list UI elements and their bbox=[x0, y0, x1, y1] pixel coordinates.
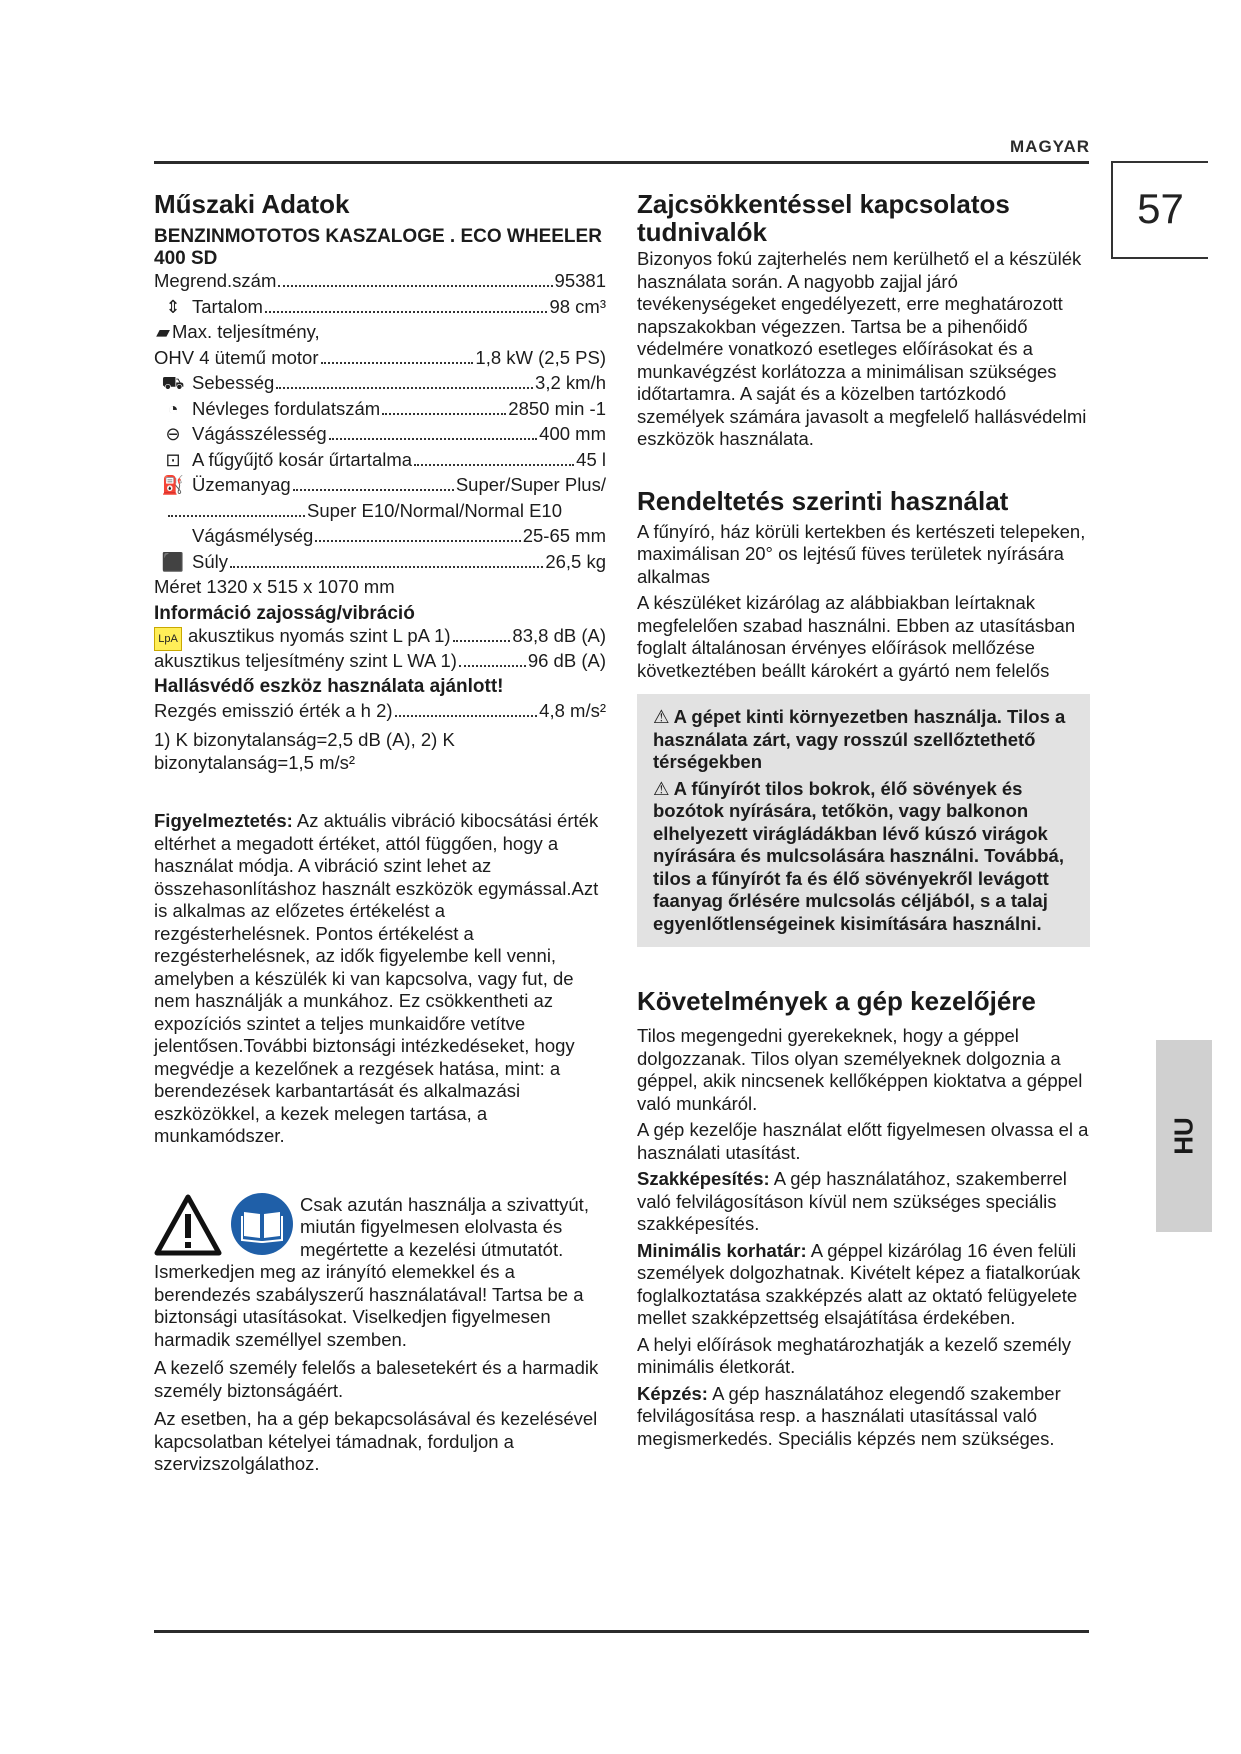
req-p2: A gép kezelője használat előtt figyelmesen olvassa el a használati utasítást. bbox=[637, 1119, 1089, 1163]
req-training-text: A gép használatához elegendő szakember felvilágosítása resp. a használati utasítással való megismerkedés. Speciális képzés nem szükséges. bbox=[637, 1382, 1061, 1449]
noise-row bbox=[154, 625, 606, 651]
spec-value: 400 mm bbox=[539, 423, 606, 444]
spec-label: Tartalom bbox=[192, 295, 263, 317]
left-column bbox=[154, 190, 606, 1476]
spec-label: Üzemanyag bbox=[192, 474, 291, 495]
warning-triangle-icon bbox=[154, 1194, 222, 1256]
cutting-width-icon: ⊖ bbox=[165, 424, 181, 444]
manual-notice bbox=[154, 1188, 606, 1262]
dimensions: Méret 1320 x 515 x 1070 mm bbox=[154, 576, 395, 597]
spec-row bbox=[154, 474, 606, 500]
spec-value: 26,5 kg bbox=[545, 550, 606, 572]
speed-icon: ⛟ bbox=[161, 373, 185, 393]
language-side-tab bbox=[1156, 1040, 1212, 1232]
warning-item bbox=[653, 706, 1074, 774]
spec-label: Max. teljesítmény, bbox=[172, 321, 320, 342]
vibration-warning bbox=[154, 810, 606, 1148]
manual-text: Ismerkedjen meg az irányító elemekkel és a berendezés szabályszerű használatával! Tartsa be a biztonsági utasításokat. Viselkedjen figyelmesen harmadik személlyel szemben. bbox=[154, 1261, 584, 1350]
vibration-value: 4,8 m/s² bbox=[539, 699, 606, 721]
spec-label: Sebesség bbox=[192, 372, 275, 393]
spec-value: 3,2 km/h bbox=[535, 372, 606, 393]
leader-dots bbox=[265, 311, 548, 313]
leader-dots bbox=[315, 540, 520, 542]
intended-use-p2: A készüléket kizárólag az alábbiakban leírtaknak megfelelően szabad használni. Ebben az utasításban foglalt általánosan érvényes előírások mellőzése következtében beállt károkért a gyártó nem felelős bbox=[637, 592, 1076, 681]
tech-data-title: Műszaki Adatok bbox=[154, 189, 350, 219]
intended-use-title: Rendeltetés szerinti használat bbox=[637, 485, 1009, 516]
leader-dots bbox=[414, 464, 574, 466]
spec-row bbox=[154, 296, 606, 322]
noise-reduction-text: Bizonyos fokú zajterhelés nem kerülhető el a készülék használata során. A nagyobb zajjal járó tevékenységeket engedélyezett, erre meghatározott napszakokban végezzen. Tartsa be a pihenőidő védelmére vonatkozó esetleges előírásokat és a munkavégzést korlátozza a minimálisan szükséges időtartamra. A saját és a közelben tartózkodó személyek számára javasolt a megfelelő hallásvédelmi eszközök használata. bbox=[637, 248, 1087, 449]
spec-label: Megrend.szám bbox=[154, 270, 277, 291]
operator-responsibility: A kezelő személy felelős a balesetekért és a harmadik személy biztonságáért. bbox=[154, 1357, 599, 1401]
page-number-box bbox=[1111, 161, 1208, 259]
spec-value: 95381 bbox=[554, 270, 606, 291]
weight-icon: ⬛ bbox=[161, 551, 185, 572]
spec-label: Vágásmélység bbox=[192, 525, 314, 546]
spec-value: 98 cm³ bbox=[549, 295, 606, 317]
rpm-icon: ◔ bbox=[167, 398, 179, 419]
spec-label: Névleges fordulatszám bbox=[192, 397, 381, 419]
noise-label: akusztikus nyomás szint L pA 1) bbox=[188, 624, 451, 646]
leader-dots bbox=[321, 362, 474, 364]
fuel-pump-icon: ⛽ bbox=[161, 475, 185, 495]
req-p5: A helyi előírások meghatározhatják a kezelő személy minimális életkorát. bbox=[637, 1333, 1071, 1377]
leader-dots bbox=[293, 489, 454, 491]
spec-row bbox=[154, 321, 606, 347]
service-note: Az esetben, ha a gép bekapcsolásával és kezelésével kapcsolatban kételyei támadnak, forduljon a szervizszolgálathoz. bbox=[154, 1408, 598, 1474]
noise-heading: Információ zajosság/vibráció bbox=[154, 602, 415, 624]
req-min-age bbox=[637, 1240, 1090, 1330]
bottom-divider bbox=[154, 1630, 1089, 1633]
warning-item bbox=[653, 778, 1074, 936]
req-training-lead: Képzés: bbox=[637, 1382, 708, 1404]
noise-label: akusztikus teljesítmény szint L WA 1) bbox=[154, 650, 457, 671]
vibration-label: Rezgés emisszió érték a h 2) bbox=[154, 699, 393, 721]
read-manual-icon bbox=[230, 1192, 294, 1256]
side-tab-label: HU bbox=[1168, 1117, 1199, 1155]
leader-dots bbox=[382, 413, 506, 415]
req-qualification bbox=[637, 1168, 1090, 1236]
leader-dots bbox=[459, 665, 526, 667]
warning-icon: ⚠ bbox=[653, 777, 670, 799]
model-name: BENZINMOTOTOS KASZALOGE . ECO WHEELER 400 SD bbox=[154, 226, 602, 269]
req-min-age-lead: Minimális korhatár: bbox=[637, 1239, 807, 1261]
spec-label: Vágásszélesség bbox=[192, 423, 327, 444]
warning-box bbox=[637, 694, 1090, 947]
footnote: 1) K bizonytalanság=2,5 dB (A), 2) K bizonytalanság=1,5 m/s² bbox=[154, 729, 455, 773]
noise-row bbox=[154, 650, 606, 676]
spec-value: 2850 min -1 bbox=[508, 397, 606, 419]
req-qualification-text: A gép használatához, szakemberrel való felvilágosításon kívül nem szükséges speciális szakképesítés. bbox=[637, 1168, 1067, 1234]
engine-icon: ▰ bbox=[156, 322, 170, 342]
spec-label: A fűgyűjtő kosár űrtartalma bbox=[192, 448, 413, 470]
spec-label: OHV 4 ütemű motor bbox=[154, 346, 319, 368]
req-training bbox=[637, 1383, 1090, 1451]
hearing-protection-note: Hallásvédő eszköz használata ajánlott! bbox=[154, 675, 504, 697]
spec-value: 25-65 mm bbox=[522, 525, 606, 546]
warning-text: Az aktuális vibráció kibocsátási érték eltérhet a megadott értéket, attól függően, hogy a használat módja. A vibráció szint lehet az összehasonlításhoz használt eszközök egymással.Azt is alkalmas az előzetes értékelést a rezgésterhelésnek. Pontos értékelést a rezgésterhelésnek, az idők figyelembe kell venni, amelyben a készülék ki van kapcsolva, vagy fut, de nem használják a munkához. Ez csökkentheti az expozíciós szintet a teljes munkaidőre vetítve jelentősen.További biztonsági intézkedéseket, hogy megvédje a kezelőnek a rezgések hatása, mint: a berendezések karbantartását és alkalmazási eszközökkel, a kezek melegen tartása, a munkamódszer. bbox=[154, 810, 599, 1146]
top-divider bbox=[154, 161, 1089, 164]
leader-dots bbox=[276, 387, 533, 389]
leader-dots bbox=[278, 285, 552, 287]
warning-item-text: A gépet kinti környezetben használja. Tilos a használata zárt, vagy rosszúl szellőztethető térségekben bbox=[653, 706, 1066, 772]
spec-row bbox=[154, 525, 606, 551]
spec-label: Súly bbox=[192, 550, 228, 572]
req-p1: Tilos megengedni gyerekeknek, hogy a géppel dolgozzanak. Tilos olyan személyeknek dolgoznia a géppel, akik nincsenek kellőképpen kioktatva a géppel való munkáról. bbox=[637, 1025, 1083, 1114]
sound-pressure-icon: LpA bbox=[154, 627, 182, 652]
language-label: MAGYAR bbox=[1010, 137, 1090, 156]
leader-dots bbox=[230, 566, 543, 568]
spec-row bbox=[154, 423, 606, 449]
grass-bag-icon: ⊡ bbox=[165, 449, 181, 470]
spec-row bbox=[154, 372, 606, 398]
intended-use-p1: A fűnyíró, ház körüli kertekben és kertészeti telepeken, maximálisan 20° os lejtésű füves területek nyírására alkalmas bbox=[637, 520, 1086, 587]
spec-row bbox=[154, 398, 606, 424]
spec-value: 45 l bbox=[576, 448, 606, 470]
spec-row bbox=[154, 347, 606, 373]
leader-dots bbox=[453, 640, 511, 642]
page-number: 57 bbox=[1137, 185, 1184, 232]
req-qualification-lead: Szakképesítés: bbox=[637, 1168, 770, 1189]
leader-dots bbox=[395, 715, 538, 717]
noise-value: 83,8 dB (A) bbox=[512, 624, 606, 646]
operator-requirements-title: Követelmények a gép kezelőjére bbox=[637, 986, 1036, 1016]
spec-row bbox=[154, 270, 606, 296]
warning-item-text: A fűnyírót tilos bokrok, élő sövények és bozótok nyírására, tetőkön, vagy balkonon elhelyezett virágládákban lévő kúszó virágok nyírására és mulcsolására használni. Továbbá, tilos a fűnyírót fa és élő sövényekről levágott faanyag őrlésére mulcsolás céljából, s a talaj egyenlőtlenségeinek kisimítására használni. bbox=[653, 777, 1064, 934]
noise-reduction-title: Zajcsökkentéssel kapcsolatos tudnivalók bbox=[637, 189, 1010, 247]
warning-icon: ⚠ bbox=[653, 706, 670, 727]
manual-intro: Csak azután használja a szivattyút, miután figyelmesen elolvasta és megértette a kezelési útmutatót. bbox=[300, 1193, 589, 1260]
req-min-age-text: A géppel kizárólag 16 éven felüli személyek dolgozhatnak. Kivételt képez a fiatalkorúak foglalkoztatása szakképzés alatt az oktató felügyelete mellet szakképzettség elsajátítása érdekében. bbox=[637, 1239, 1081, 1328]
displacement-icon: ⇕ bbox=[165, 296, 181, 317]
spec-row bbox=[154, 500, 606, 526]
spec-row bbox=[154, 551, 606, 577]
leader-dots bbox=[329, 438, 537, 440]
spec-value: 1,8 kW (2,5 PS) bbox=[475, 346, 606, 368]
noise-value: 96 dB (A) bbox=[527, 650, 606, 671]
vibration-row bbox=[154, 700, 606, 726]
right-column bbox=[637, 190, 1090, 1450]
spec-value: Super/Super Plus/ bbox=[455, 474, 606, 495]
spec-row bbox=[154, 449, 606, 475]
spec-value: Super E10/Normal/Normal E10 bbox=[307, 499, 562, 521]
warning-lead: Figyelmeztetés: bbox=[154, 810, 293, 831]
leader-dots bbox=[168, 515, 305, 517]
